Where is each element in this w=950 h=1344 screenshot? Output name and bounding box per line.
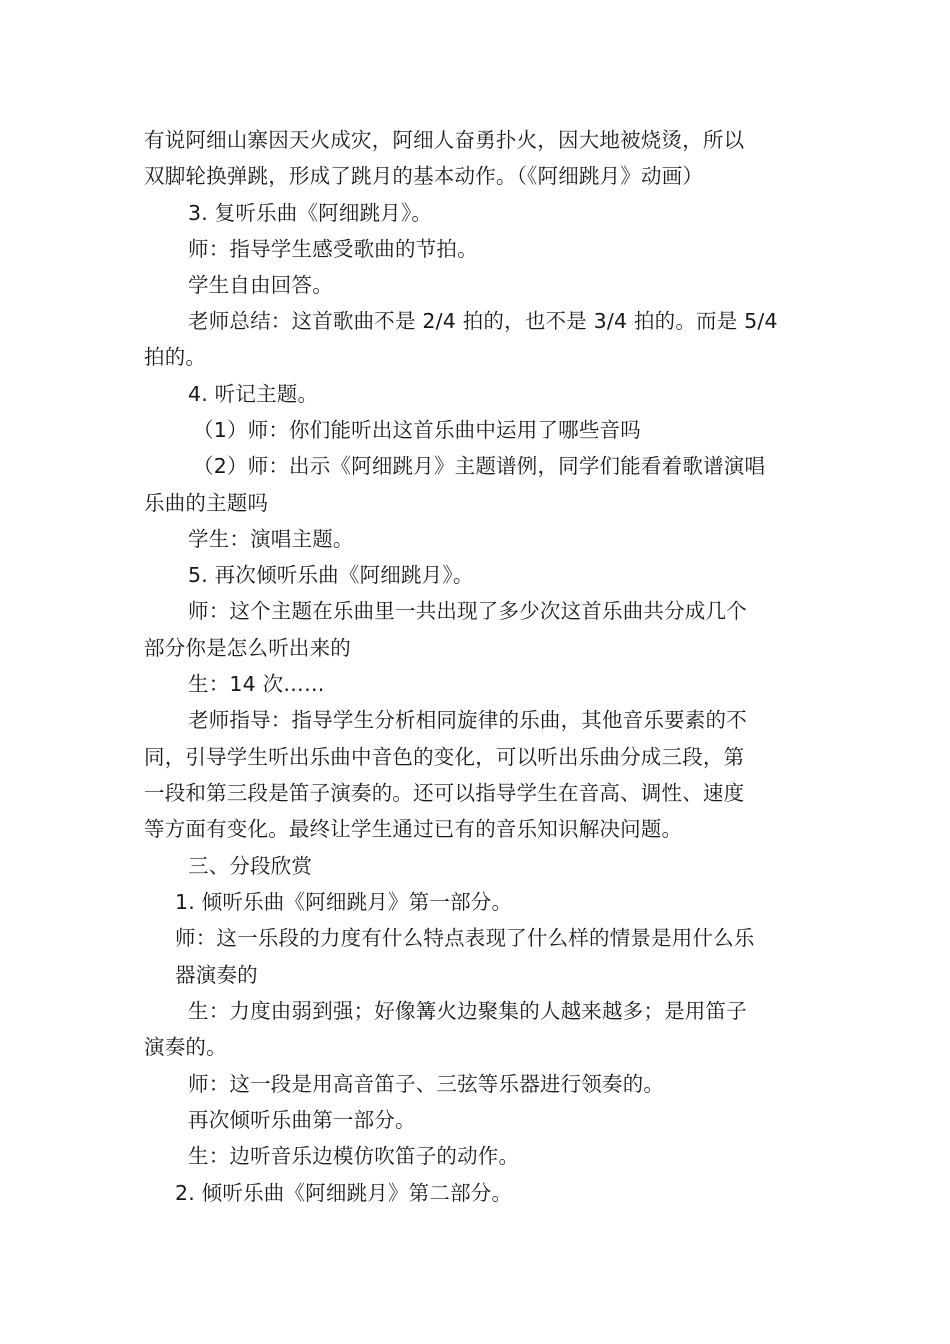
paragraph-line: 部分你是怎么听出来的 [144, 636, 351, 660]
paragraph-line: （1）师：你们能听出这首乐曲中运用了哪些音吗 [193, 418, 641, 442]
section-heading: 三、分段欣赏 [188, 854, 313, 878]
paragraph-line: 等方面有变化。最终让学生通过已有的音乐知识解决问题。 [144, 817, 683, 841]
paragraph-line: 拍的。 [144, 345, 207, 369]
paragraph-line: 1. 倾听乐曲《阿细跳月》第一部分。 [175, 890, 513, 914]
paragraph-line: 学生自由回答。 [188, 273, 333, 297]
paragraph-line: 同，引导学生听出乐曲中音色的变化，可以听出乐曲分成三段，第 [144, 745, 745, 769]
paragraph-line: 老师指导：指导学生分析相同旋律的乐曲，其他音乐要素的不 [188, 708, 747, 732]
paragraph-line: （2）师：出示《阿细跳月》主题谱例，同学们能看着歌谱演唱 [193, 454, 766, 478]
paragraph-line: 3. 复听乐曲《阿细跳月》。 [188, 201, 433, 225]
paragraph-line: 双脚轮换弹跳，形成了跳月的基本动作。（《阿细跳月》动画） [144, 164, 704, 188]
paragraph-line: 5. 再次倾听乐曲《阿细跳月》。 [188, 563, 474, 587]
paragraph-line: 2. 倾听乐曲《阿细跳月》第二部分。 [175, 1181, 513, 1205]
paragraph-line: 生：14 次…… [188, 672, 325, 696]
paragraph-line: 生：力度由弱到强；好像篝火边聚集的人越来越多；是用笛子 [188, 999, 747, 1023]
paragraph-line: 一段和第三段是笛子演奏的。还可以指导学生在音高、调性、速度 [144, 781, 745, 805]
paragraph-line: 生：边听音乐边模仿吹笛子的动作。 [188, 1144, 520, 1168]
paragraph-line: 乐曲的主题吗 [144, 491, 269, 515]
paragraph-line: 师：这一乐段的力度有什么特点表现了什么样的情景是用什么乐 [175, 926, 755, 950]
paragraph-line: 演奏的。 [144, 1035, 227, 1059]
paragraph-line: 4. 听记主题。 [188, 382, 319, 406]
paragraph-line: 有说阿细山寨因天火成灾，阿细人奋勇扑火，因大地被烧烫，所以 [144, 128, 745, 152]
paragraph-line: 再次倾听乐曲第一部分。 [188, 1108, 416, 1132]
paragraph-line: 师：这个主题在乐曲里一共出现了多少次这首乐曲共分成几个 [188, 599, 747, 623]
paragraph-line: 器演奏的 [175, 963, 258, 987]
paragraph-line: 师：指导学生感受歌曲的节拍。 [188, 237, 478, 261]
paragraph-line: 师：这一段是用高音笛子、三弦等乐器进行领奏的。 [188, 1072, 665, 1096]
paragraph-line: 老师总结：这首歌曲不是 2/4 拍的，也不是 3/4 拍的。而是 5/4 [188, 309, 778, 333]
paragraph-line: 学生：演唱主题。 [188, 527, 354, 551]
